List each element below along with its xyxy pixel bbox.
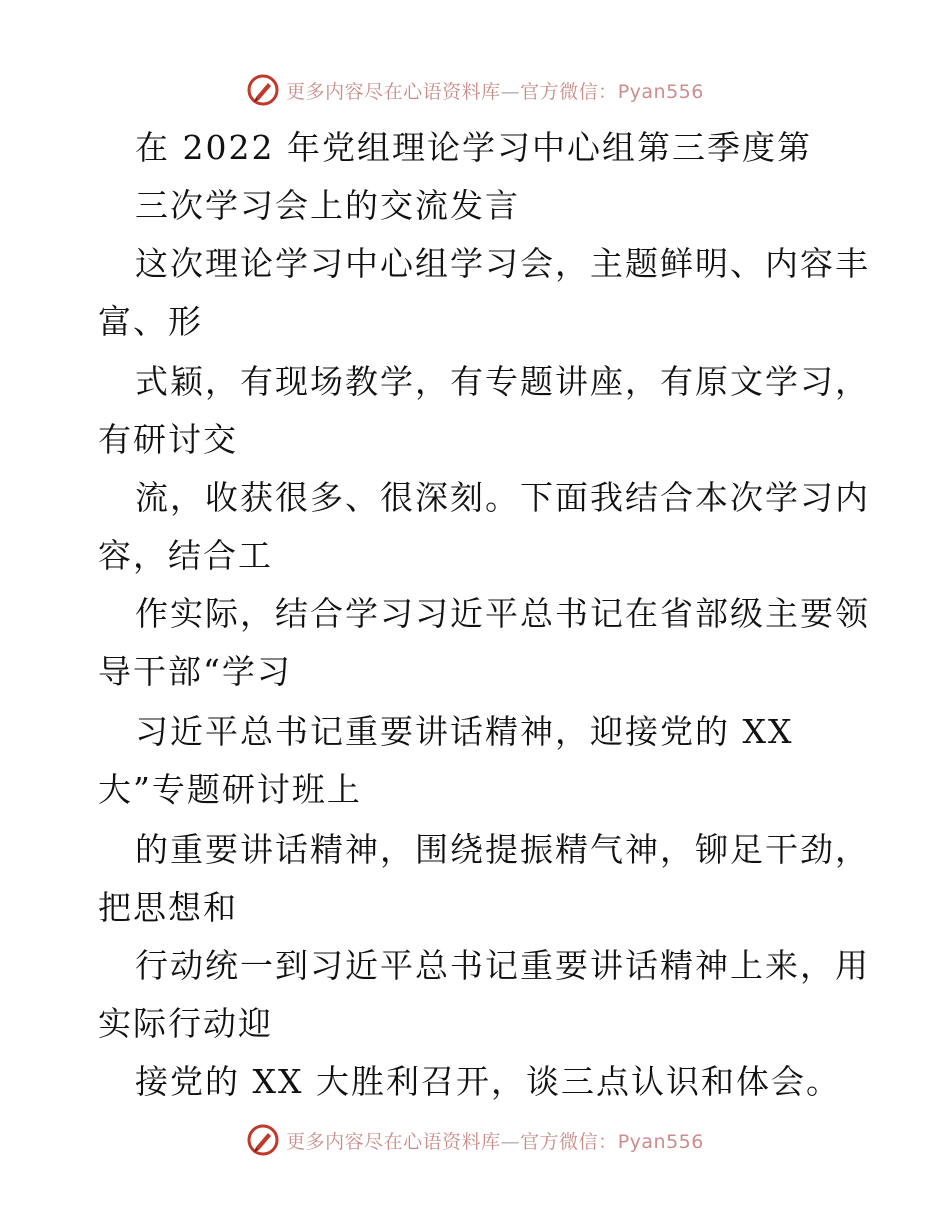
paragraph-line: 作实际，结合学习习近平总书记在省部级主要领: [135, 594, 870, 633]
paragraph-line: 容，结合工: [98, 536, 273, 575]
paragraph-line: 这次理论学习中心组学习会，主题鲜明、内容丰: [135, 244, 870, 283]
paragraph-line: 的重要讲话精神，围绕提振精气神，铆足干劲，: [135, 830, 870, 869]
paragraph-line: 导干部“学习: [98, 652, 292, 691]
footer-watermark: [0, 1120, 950, 1160]
paragraph-line: 实际行动迎: [98, 1004, 273, 1043]
paragraph-line: 接党的 XX 大胜利召开，谈三点认识和体会。: [135, 1062, 841, 1101]
paragraph-line: 把思想和: [98, 888, 238, 927]
paragraph-line: 富、形: [98, 302, 203, 341]
watermark-text: 更多内容尽在心语资料库—官方微信：Pyan556: [286, 80, 704, 103]
title-line-1: 在 2022 年党组理论学习中心组第三季度第: [135, 128, 812, 167]
paragraph-line: 大”专题研讨班上: [98, 770, 362, 809]
paragraph-line: 习近平总书记重要讲话精神，迎接党的 XX: [135, 712, 794, 751]
paragraph-line: 有研讨交: [98, 420, 238, 459]
watermark-text: 更多内容尽在心语资料库—官方微信：Pyan556: [286, 1130, 704, 1153]
pen-logo-icon: [246, 73, 280, 107]
paragraph-line: 行动统一到习近平总书记重要讲话精神上来，用: [135, 946, 870, 985]
header-watermark: [0, 70, 950, 110]
paragraph-line: 式颖，有现场教学，有专题讲座，有原文学习，: [135, 362, 870, 401]
title-line-2: 三次学习会上的交流发言: [135, 186, 520, 225]
paragraph-line: 流，收获很多、很深刻。下面我结合本次学习内: [135, 478, 870, 517]
pen-logo-icon: [246, 1123, 280, 1157]
